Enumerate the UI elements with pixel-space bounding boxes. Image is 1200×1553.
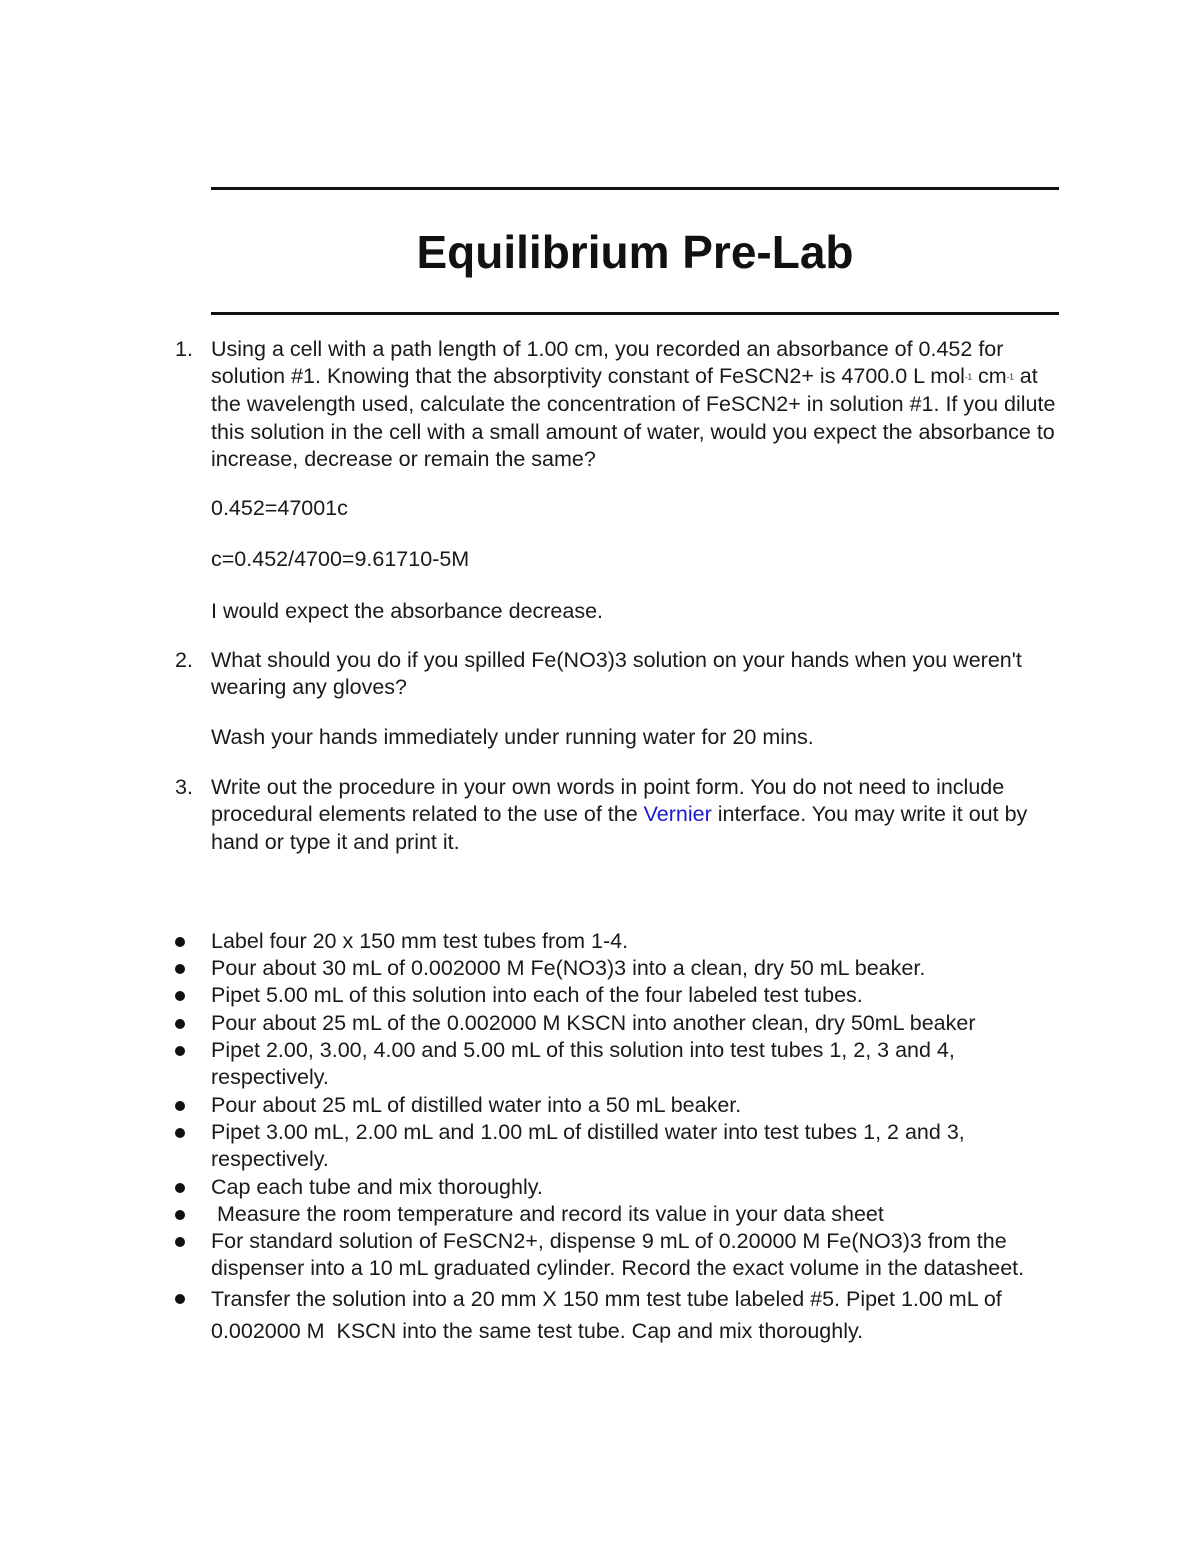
document-body <box>0 336 1200 1347</box>
bullet-icon <box>175 1128 185 1138</box>
answer-line: c=0.452/4700=9.61710-5M <box>211 547 470 572</box>
list-item: Pour about 30 mL of 0.002000 M Fe(NO3)3 into a clean, dry 50 mL beaker. <box>0 955 1200 982</box>
bullet-icon <box>175 1210 185 1220</box>
bullet-icon <box>175 991 185 1001</box>
answer-line: 0.452=47001c <box>211 496 348 521</box>
list-item: Pipet 2.00, 3.00, 4.00 and 5.00 mL of this solution into test tubes 1, 2, 3 and 4, respectively. <box>0 1037 1200 1092</box>
title-bottom-rule <box>211 312 1059 315</box>
list-item: Pour about 25 mL of the 0.002000 M KSCN into another clean, dry 50mL beaker <box>0 1010 1200 1037</box>
list-item: Transfer the solution into a 20 mm X 150 mm test tube labeled #5. Pipet 1.00 mL of 0.002000 M KSCN into the same test tube. Cap and mix thoroughly. <box>0 1283 1200 1347</box>
question-number: 2. <box>175 648 193 673</box>
bullet-icon <box>175 937 185 947</box>
question-3 <box>0 774 1200 856</box>
list-item: Pour about 25 mL of distilled water into a 50 mL beaker. <box>0 1092 1200 1119</box>
answer-line: I would expect the absorbance decrease. <box>211 598 604 623</box>
list-item: Measure the room temperature and record its value in your data sheet <box>0 1201 1200 1228</box>
question-text: Using a cell with a path length of 1.00 cm, you recorded an absorbance of 0.452 for solution #1. Knowing that the absorptivity constant of FeSCN2+ is 4700.0 L mol <box>211 337 1004 389</box>
list-item: For standard solution of FeSCN2+, dispense 9 mL of 0.20000 M Fe(NO3)3 from the dispenser into a 10 mL graduated cylinder. Record the exact volume in the datasheet. <box>0 1228 1200 1283</box>
list-item: Pipet 3.00 mL, 2.00 mL and 1.00 mL of distilled water into test tubes 1, 2 and 3, respectively. <box>0 1119 1200 1174</box>
question-text: cm <box>972 364 1007 389</box>
question-text: What should you do if you spilled Fe(NO3)3 solution on your hands when you weren't wearing any gloves? <box>211 648 1022 700</box>
superscript: -1 <box>1006 372 1014 382</box>
title-top-rule <box>211 187 1059 190</box>
bullet-icon <box>175 964 185 974</box>
vernier-link[interactable]: Vernier <box>643 802 712 827</box>
page-title: Equilibrium Pre-Lab <box>416 226 854 278</box>
question-1 <box>0 336 1200 473</box>
question-number: 1. <box>175 337 193 361</box>
question-number: 3. <box>175 774 193 799</box>
list-item: Label four 20 x 150 mm test tubes from 1-4. <box>0 928 1200 955</box>
question-2 <box>0 647 1200 702</box>
bullet-icon <box>175 1019 185 1029</box>
question-text: interface. You may write it out by hand or type it and print it. <box>211 802 1028 854</box>
list-item: Cap each tube and mix thoroughly. <box>0 1174 1200 1201</box>
procedure-list <box>0 928 1200 1347</box>
bullet-icon <box>175 1183 185 1193</box>
bullet-icon <box>175 1046 185 1056</box>
bullet-icon <box>175 1294 185 1304</box>
question-text: Write out the procedure in your own words in point form. You do not need to include procedural elements related to the use of the <box>211 774 1005 827</box>
answer-line: Wash your hands immediately under running water for 20 mins. <box>211 724 814 749</box>
bullet-icon <box>175 1237 185 1247</box>
list-item: Pipet 5.00 mL of this solution into each of the four labeled test tubes. <box>0 982 1200 1009</box>
question-text: at the wavelength used, calculate the concentration of FeSCN2+ in solution #1. If you dilute this solution in the cell with a small amount of water, would you expect the absorbance to increase, decrease or remain the same? <box>211 364 1056 471</box>
superscript: -1 <box>964 372 973 382</box>
bullet-icon <box>175 1101 185 1111</box>
